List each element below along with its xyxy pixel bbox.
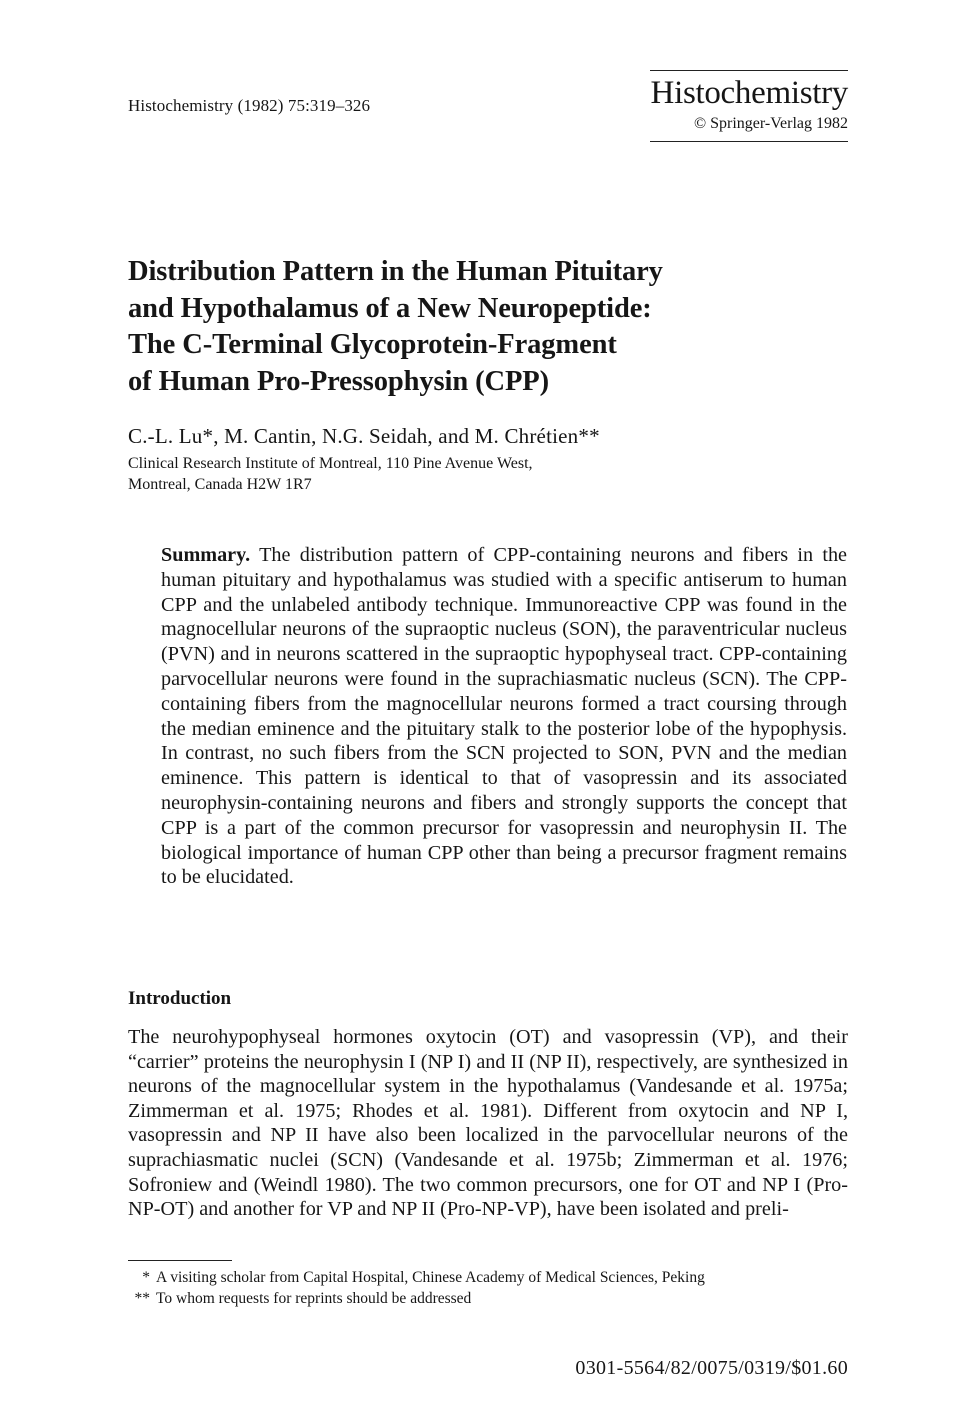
introduction-heading: Introduction <box>128 988 232 1009</box>
affiliation-line: Montreal, Canada H2W 1R7 <box>128 476 312 493</box>
footnote <box>128 1289 705 1310</box>
summary-lead: Summary. <box>161 544 251 566</box>
author-list: C.-L. Lu*, M. Cantin, N.G. Seidah, and M. Chrétien** <box>128 424 600 448</box>
title-line: of Human Pro-Pressophysin (CPP) <box>128 365 549 397</box>
title-line: Distribution Pattern in the Human Pituitary <box>128 256 663 287</box>
footnote-divider <box>128 1260 232 1261</box>
footnote-mark: * <box>142 1269 150 1286</box>
affiliation-line: Clinical Research Institute of Montreal, 110 Pine Avenue West, <box>128 455 533 472</box>
title-line: The C-Terminal Glycoprotein-Fragment <box>128 329 617 360</box>
journal-citation: Histochemistry (1982) 75:319–326 <box>128 96 371 115</box>
summary-text: The distribution pattern of CPP-containing neurons and fibers in the human pituitary and hypothalamus was studied with a specific antiserum to human CPP and the unlabeled antibody technique. Immunoreactive CPP was found in the magnocellular neurons of the supraoptic nucleus (SON), the paraventricular nucleus (PVN) and in neurons scattered in the supraoptic hypophyseal tract. CPP-containing parvocellular neurons were found in the suprachiasmatic nucleus (SCN). The CPP-containing fibers from the magnocellular neurons formed a tract coursing through the median eminence and the pituitary stalk to the posterior lobe of the hypophysis. In contrast, no such fibers from the SCN projected to SON, PVN and the median eminence. This pattern is identical to that of vasopressin and its associated neurophysin-containing neurons and fibers and strongly supports the concept that CPP is a part of the common precursor for vasopressin and neurophysin II. The biological importance of human CPP other than being a precursor fragment remains to be elucidated. <box>161 544 848 889</box>
footnote-text: To whom requests for reprints should be addressed <box>156 1289 472 1307</box>
author-affiliation <box>128 453 648 495</box>
footnotes <box>128 1268 705 1309</box>
abstract-summary <box>161 543 847 890</box>
title-line: and Hypothalamus of a New Neuropeptide: <box>128 292 652 324</box>
footnote <box>128 1268 705 1289</box>
article-title <box>128 254 768 400</box>
footnote-text: A visiting scholar from Capital Hospital, Chinese Academy of Medical Sciences, Peking <box>156 1269 705 1286</box>
footnote-mark: ** <box>134 1289 150 1307</box>
journal-masthead <box>650 70 848 142</box>
publisher-copyright: © Springer-Verlag 1982 <box>693 115 848 132</box>
introduction-paragraph: The neurohypophyseal hormones oxytocin (OT) and vasopressin (VP), and their “carrier” proteins the neurophysin I (NP I) and II (NP II), respectively, are synthesized in neurons of the magnocellular system in the hypothalamus (Vandesande et al. 1975a; Zimmerman et al. 1975; Rhodes et al. 1981). Different from oxytocin and NP I, vasopressin and NP II have also been localized in the parvocellular neurons of the suprachiasmatic nuclei (SCN) (Vandesande et al. 1975b; Zimmerman et al. 1976; Sofroniew and (Weindl 1980). The two common precursors, one for OT and NP I (Pro-NP-OT) and another for VP and NP II (Pro-NP-VP), have been isolated and preli- <box>128 1026 848 1221</box>
copyright-code: 0301-5564/82/0075/0319/$01.60 <box>575 1357 848 1379</box>
journal-name: Histochemistry <box>650 75 848 111</box>
